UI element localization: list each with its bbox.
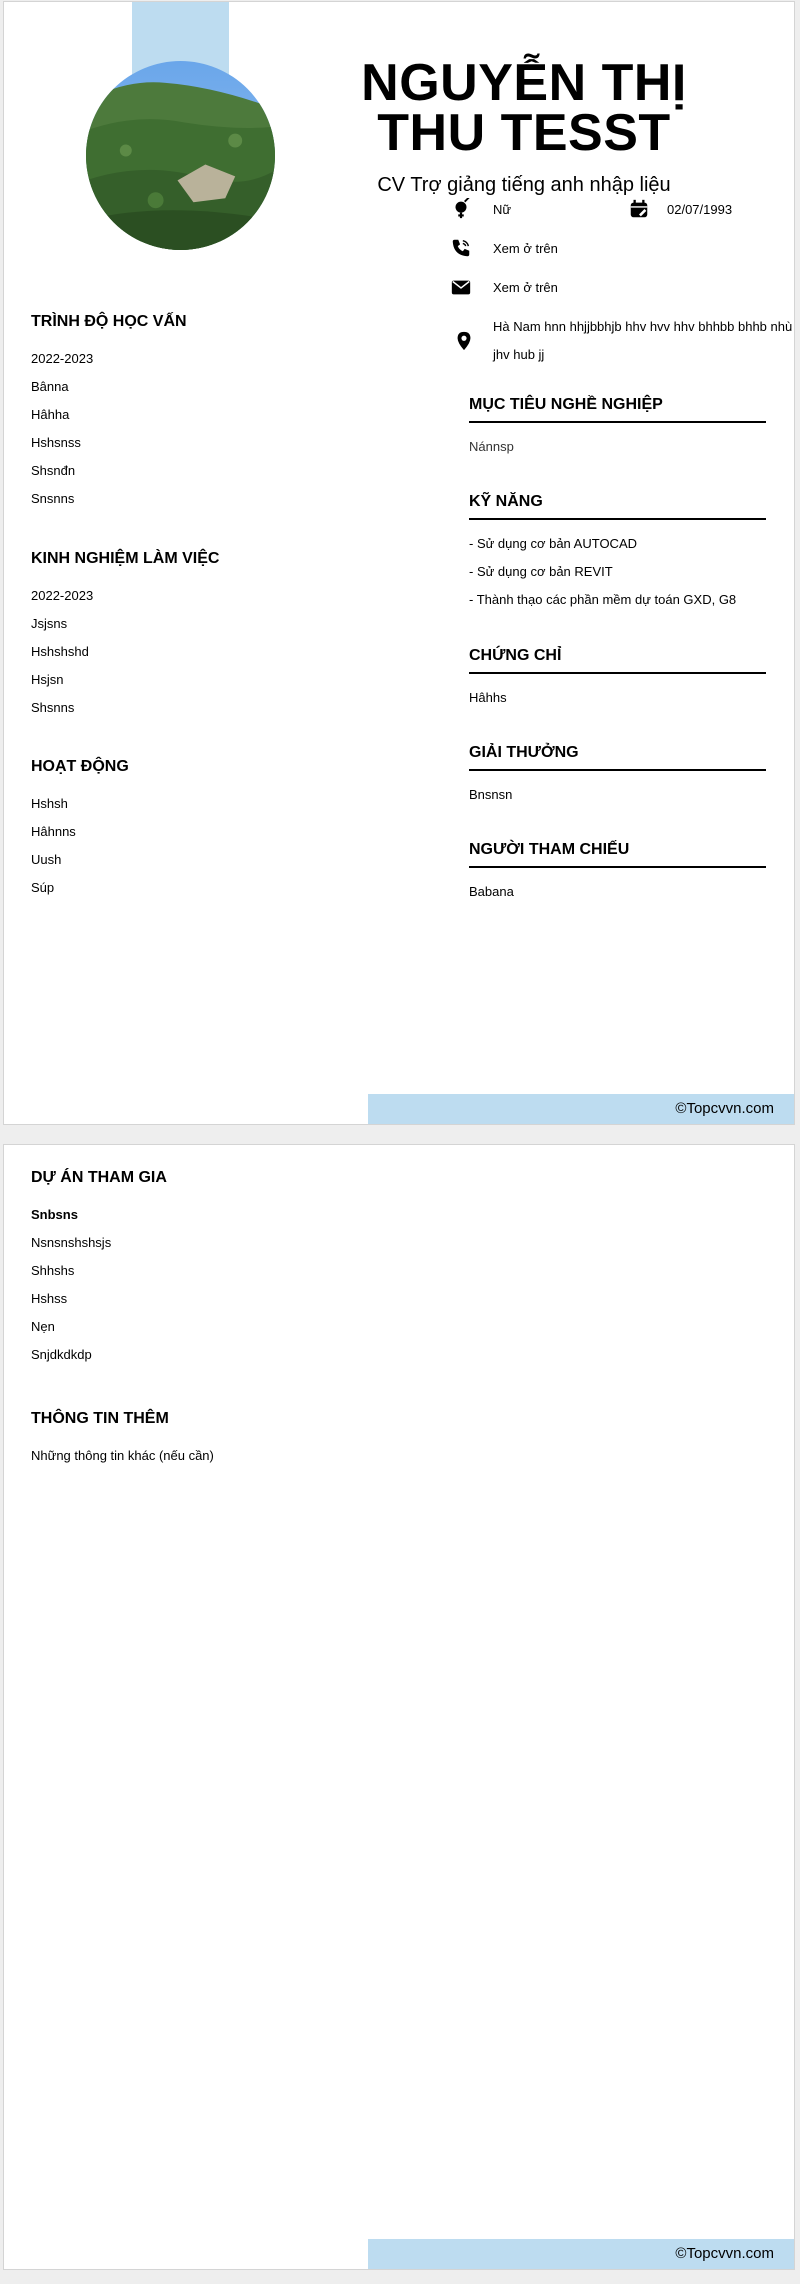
location-icon [453,330,475,352]
experience-title: KINH NGHIỆM LÀM VIỆC [31,550,220,567]
projects-title: DỰ ÁN THAM GIA [31,1169,167,1186]
list-item: Hshshshd [31,644,89,659]
references-title: NGƯỜI THAM CHIẾU [469,839,766,868]
list-item: Bânna [31,379,69,394]
skills-title: KỸ NĂNG [469,491,766,520]
awards-list [469,781,766,809]
list-item: Nsnsnshshsjs [31,1235,112,1250]
activities-list [31,790,431,902]
phone-icon [450,237,472,259]
email-value: Xem ở trên [493,280,558,295]
list-item: Bnsnsn [469,787,513,802]
footer-brand: ©Topcvvn.com [368,2239,795,2269]
candidate-name [324,54,724,162]
calendar-icon [628,198,650,220]
additional-text: Những thông tin khác (nếu cần) [31,1448,214,1463]
avatar [86,61,275,250]
list-item: - Sử dụng cơ bản AUTOCAD [469,536,638,551]
list-item: Hâhnns [31,824,76,839]
list-item: Shsnđn [31,463,76,478]
cv-page-2 [3,1144,795,2270]
list-item: Hâhha [31,407,70,422]
objective-section [469,394,766,461]
education-title: TRÌNH ĐỘ HỌC VẤN [31,313,187,330]
education-section [31,311,431,513]
list-item: 2022-2023 [31,351,94,366]
references-list [469,878,766,906]
certificates-title: CHỨNG CHỈ [469,645,766,674]
gender-icon [450,198,472,220]
address-value: Hà Nam hnn hhjjbbhjb hhv hvv hhv bhhbb bhhb nhù jhv hub jj [493,319,793,362]
list-item: Jsjsns [31,616,68,631]
list-item: Snbsns [31,1207,78,1222]
awards-section [469,742,766,809]
objective-title: MỤC TIÊU NGHỀ NGHIỆP [469,394,766,423]
experience-section [31,548,431,722]
list-item: Shhshs [31,1263,75,1278]
projects-section [31,1167,431,1369]
birthday-value: 02/07/1993 [667,202,733,217]
footer-brand: ©Topcvvn.com [368,1094,795,1124]
additional-title: THÔNG TIN THÊM [31,1410,169,1427]
list-item: - Thành thạo các phần mềm dự toán GXD, G8 [469,592,737,607]
list-item: - Sử dụng cơ bản REVIT [469,564,613,579]
skills-section [469,491,766,614]
list-item: Hâhhs [469,690,507,705]
activities-title: HOẠT ĐỘNG [31,758,129,775]
certificates-list [469,684,766,712]
list-item: Snsnns [31,491,75,506]
list-item: Uush [31,852,62,867]
gender-value: Nữ [493,202,512,217]
additional-section [31,1408,431,1470]
list-item: Hshss [31,1291,68,1306]
projects-list [31,1201,431,1369]
cv-page-1 [3,1,795,1125]
skills-list [469,530,766,614]
list-item: Shsnns [31,700,75,715]
certificates-section [469,645,766,712]
list-item: 2022-2023 [31,588,94,603]
job-title: CV Trợ giảng tiếng anh nhập liệu [377,174,671,196]
list-item: Hsjsn [31,672,64,687]
name-line-2: THU TESST [377,104,671,162]
list-item: Nẹn [31,1319,55,1334]
objective-text: Nánnsp [469,439,514,454]
email-icon [450,276,472,298]
list-item: Babana [469,884,514,899]
list-item: Hshsnss [31,435,81,450]
awards-title: GIẢI THƯỞNG [469,742,766,771]
list-item: Hshsh [31,796,68,811]
references-section [469,839,766,906]
list-item: Súp [31,880,55,895]
name-line-1: NGUYỄN THỊ [361,54,687,112]
activities-section [31,756,431,902]
list-item: Snjdkdkdp [31,1347,92,1362]
experience-list [31,582,431,722]
education-list [31,345,431,513]
phone-value: Xem ở trên [493,241,558,256]
